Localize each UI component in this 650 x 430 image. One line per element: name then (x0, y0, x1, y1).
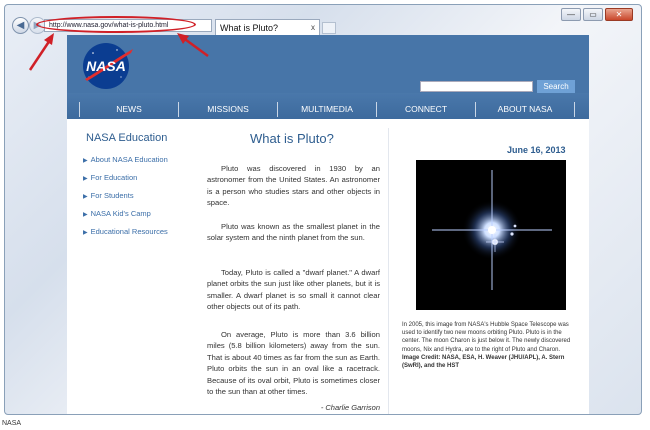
minimize-button[interactable]: — (561, 8, 581, 21)
nav-news[interactable]: NEWS (79, 102, 178, 117)
article-paragraph: Pluto was known as the smallest planet in the solar system and the ninth planet from the sun. (207, 222, 380, 243)
annotation-arrow-left-icon (27, 31, 57, 73)
bullet-arrow-icon: ▶ (83, 230, 88, 236)
maximize-button[interactable]: ▭ (583, 8, 603, 21)
bullet-arrow-icon: ▶ (83, 176, 88, 182)
bullet-arrow-icon: ▶ (83, 158, 88, 164)
sidebar-item-educational-resources[interactable] (83, 227, 168, 236)
article-paragraph: Today, Pluto is called a "dwarf planet." A dwarf planet orbits the sun just like other planets, but it is smaller. A dwarf planet is so small it cannot clear other objects out of its path. (207, 268, 380, 312)
new-tab-button[interactable] (322, 22, 336, 34)
back-button[interactable]: ◀ (12, 17, 29, 34)
article-date: June 16, 2013 (507, 145, 566, 155)
image-credit: Image Credit: NASA, ESA, H. Weaver (JHU/APL), A. Stern (SwRI), and the HST (402, 354, 565, 370)
sidebar-item-label: For Students (90, 191, 134, 200)
close-window-button[interactable]: ✕ (605, 8, 633, 21)
bullet-arrow-icon: ▶ (83, 194, 88, 200)
tab-close-icon[interactable]: x (311, 23, 315, 32)
address-bar[interactable]: http://www.nasa.gov/what-is-pluto.html (44, 19, 212, 32)
column-divider (388, 128, 389, 414)
annotation-arrow-right-icon (175, 31, 211, 59)
logo-text: NASA (86, 58, 126, 74)
article-title: What is Pluto? (250, 131, 334, 146)
sidebar-title: NASA Education (86, 132, 168, 144)
education-sidebar (70, 124, 189, 255)
window-controls (561, 8, 633, 21)
sidebar-item-label: About NASA Education (90, 155, 168, 164)
nav-about-nasa[interactable]: ABOUT NASA (475, 102, 575, 117)
sidebar-item-for-students[interactable] (83, 191, 134, 200)
footer-label: NASA (2, 420, 22, 427)
sidebar-item-label: Educational Resources (90, 227, 168, 236)
nav-connect[interactable]: CONNECT (376, 102, 475, 117)
page-viewport (67, 35, 589, 415)
browser-window (4, 4, 642, 415)
nav-multimedia[interactable]: MULTIMEDIA (277, 102, 376, 117)
caption-text: In 2005, this image from NASA's Hubble Space Telescope was used to identify two new moons orbiting Pluto. Pluto is in the center. The moon Charon is just below it. The newly discovered moons, Nix and Hydra, are to the right of Pluto and Charon. (402, 322, 571, 353)
bullet-arrow-icon: ▶ (83, 212, 88, 218)
nav-missions[interactable]: MISSIONS (178, 102, 277, 117)
sidebar-item-label: For Education (90, 173, 138, 182)
sidebar-item-kids-camp[interactable] (83, 209, 151, 218)
main-navigation (79, 102, 575, 117)
article-content (194, 124, 585, 415)
tab-what-is-pluto[interactable] (215, 19, 320, 36)
sidebar-item-about-nasa-education[interactable] (83, 155, 168, 164)
pluto-hubble-image (416, 160, 566, 310)
image-caption (402, 321, 580, 370)
article-author: - Charlie Garrison (320, 403, 380, 412)
article-paragraph: Pluto was discovered in 1930 by an astronomer from the United States. An astronomer is a person who studies stars and other objects in space. (207, 164, 380, 208)
tab-title: What is Pluto? (220, 23, 279, 33)
article-paragraph: On average, Pluto is more than 3.6 billion miles (5.8 billion kilometers) away from the sun. That is about 40 times as far from the sun as Earth. Pluto orbits the sun in an oval like a racetrack. Because of its oval orbit, Pluto is sometimes closer to the sun than at other times. (207, 330, 380, 397)
forward-button[interactable]: ▶ (29, 17, 46, 34)
sidebar-item-label: NASA Kid's Camp (90, 209, 151, 218)
nasa-logo[interactable] (77, 41, 135, 91)
sidebar-item-for-education[interactable] (83, 173, 137, 182)
search-input[interactable] (420, 81, 533, 92)
search-button[interactable]: Search (537, 80, 575, 93)
